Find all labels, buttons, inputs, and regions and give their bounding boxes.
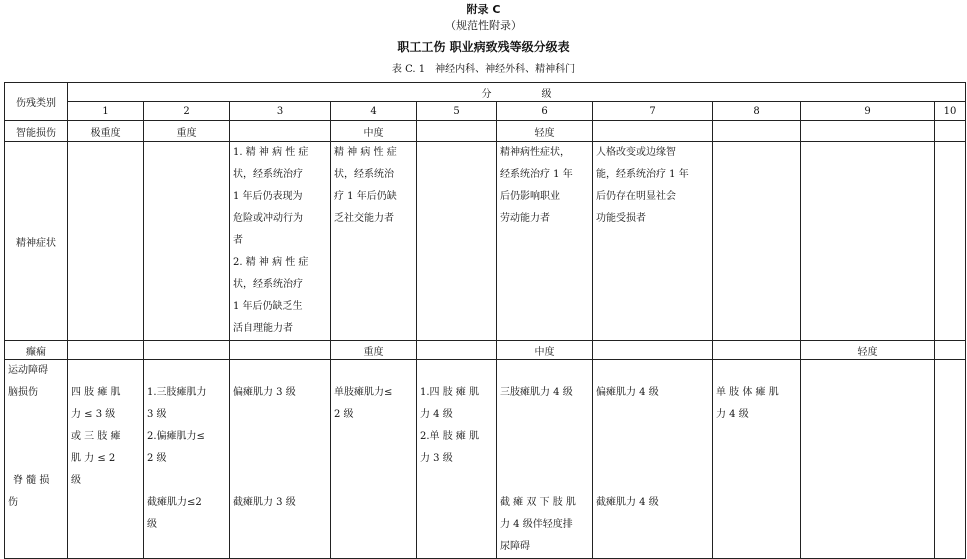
intelligence-g4: 中度 (331, 121, 417, 142)
intelligence-g2: 重度 (144, 121, 230, 142)
motor-g7: 偏瘫肌力 4 级 截瘫肌力 4 级 (593, 360, 713, 559)
table-caption: 表 C. 1 神经内科、神经外科、精神科门 (391, 64, 576, 75)
table-title: 职工工伤 职业病致残等级分级表 (397, 40, 570, 54)
intelligence-g1: 极重度 (68, 121, 144, 142)
row-label-psychiatric: 精神症状 (5, 142, 68, 341)
row-label-intelligence: 智能损伤 (5, 121, 68, 142)
grade-3: 3 (230, 102, 331, 121)
grade-4: 4 (331, 102, 417, 121)
epilepsy-g4: 重度 (331, 341, 417, 360)
motor-g1: 四 肢 瘫 肌 力 ≤ 3 级 或 三 肢 瘫 肌 力 ≤ 2 级 (68, 360, 144, 559)
normative-label: （规范性附录） (445, 19, 522, 32)
grade-header: 分 级 (68, 83, 966, 102)
grade-10: 10 (935, 102, 966, 121)
grade-6: 6 (497, 102, 593, 121)
epilepsy-g9: 轻度 (801, 341, 935, 360)
motor-g3: 偏瘫肌力 3 级 截瘫肌力 3 级 (230, 360, 331, 559)
motor-g6: 三肢瘫肌力 4 级 截 瘫 双 下 肢 肌 力 4 级伴轻度排 尿障碍 (497, 360, 593, 559)
grade-8: 8 (713, 102, 801, 121)
grade-9: 9 (801, 102, 935, 121)
row-label-spinal: 脊 髓 损 (13, 475, 50, 486)
motor-g2: 1.三肢瘫肌力 3 级 2.偏瘫肌力≤ 2 级 截瘫肌力≤2 级 (144, 360, 230, 559)
psychiatric-g3: 1. 精 神 病 性 症 状，经系统治疗 1 年后仍表现为 危险或冲动行为 者 2. 精 神 病 性 症 状，经系统治疗 1 年后仍缺乏生 活自理能力者 (230, 142, 331, 341)
psychiatric-g6: 精神病性症状， 经系统治疗 1 年 后仍影响职业 劳动能力者 (497, 142, 593, 341)
appendix-heading: 附录 C (466, 3, 501, 16)
grade-1: 1 (68, 102, 144, 121)
epilepsy-g6: 中度 (497, 341, 593, 360)
motor-g4: 单肢瘫肌力≤ 2 级 (331, 360, 417, 559)
motor-g8: 单 肢 体 瘫 肌 力 4 级 (713, 360, 801, 559)
row-label-motor: 运动障碍 (8, 365, 48, 376)
motor-g5: 1.四 肢 瘫 肌 力 4 级 2.单 肢 瘫 肌 力 3 级 (417, 360, 497, 559)
row-label-epilepsy: 癫痫 (5, 341, 68, 360)
category-header: 伤残类别 (5, 83, 68, 121)
motor-labels: 运动障碍 脑损伤 脊 髓 损 伤 (5, 360, 68, 559)
psychiatric-g4: 精 神 病 性 症 状，经系统治 疗 1 年后仍缺 乏社交能力者 (331, 142, 417, 341)
grade-5: 5 (417, 102, 497, 121)
grade-7: 7 (593, 102, 713, 121)
row-label-brain: 脑损伤 (8, 387, 38, 398)
psychiatric-g7: 人格改变或边缘智 能，经系统治疗 1 年 后仍存在明显社会 功能受损者 (593, 142, 713, 341)
intelligence-g6: 轻度 (497, 121, 593, 142)
disability-grade-table (4, 82, 966, 559)
grade-2: 2 (144, 102, 230, 121)
